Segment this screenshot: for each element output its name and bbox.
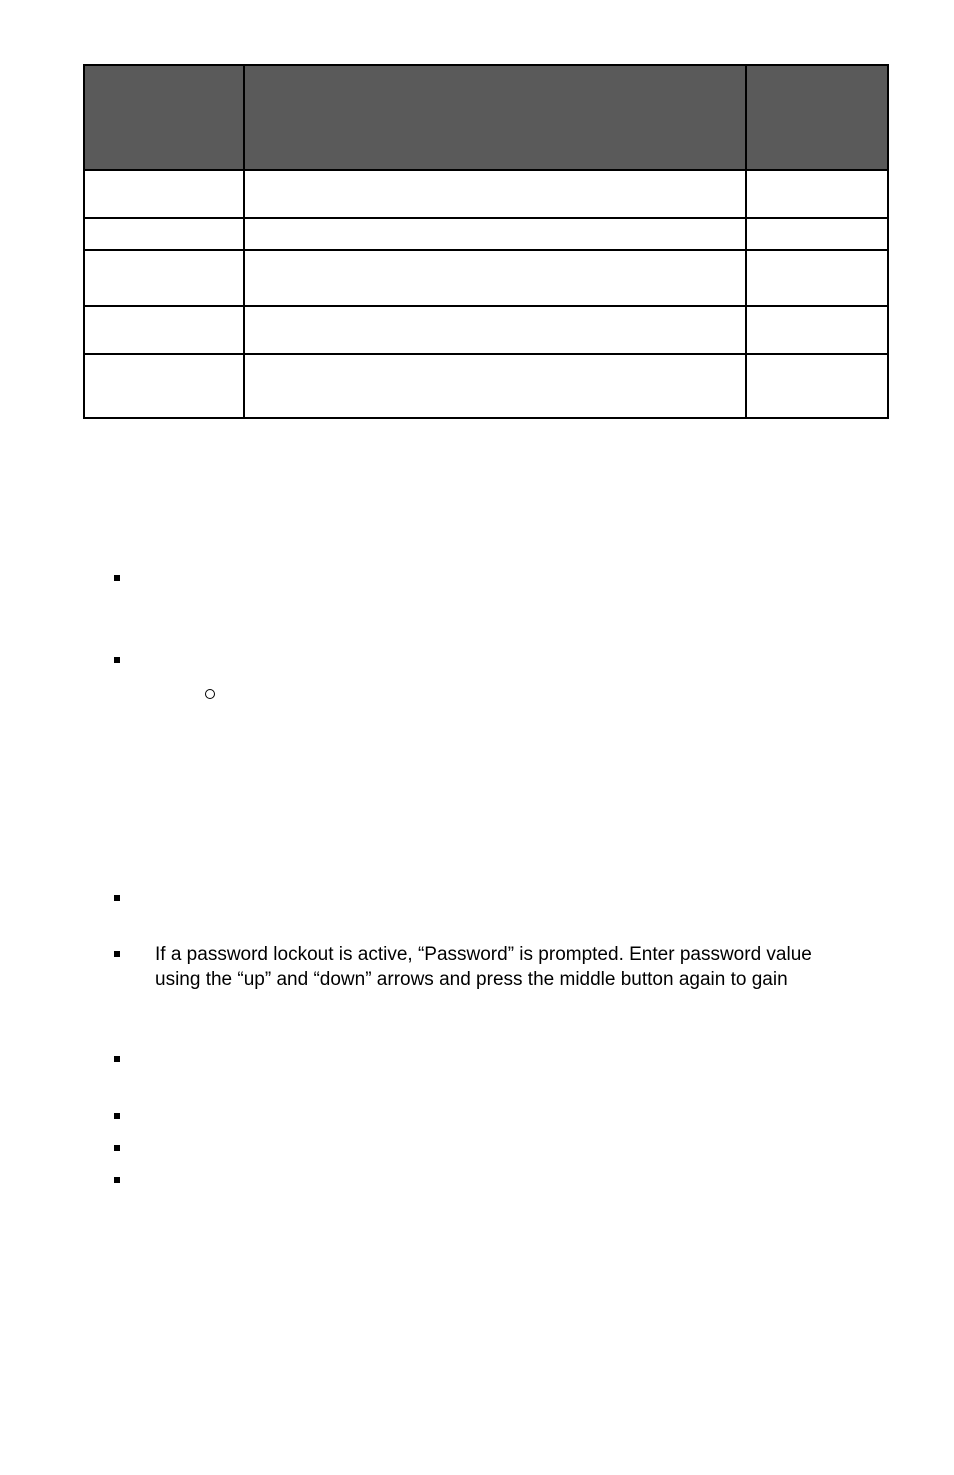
bullet-square-icon (114, 895, 120, 901)
table-cell (84, 218, 244, 250)
bullet-square-icon (114, 575, 120, 581)
table-row (84, 218, 888, 250)
table-cell (746, 170, 888, 218)
bullet-square-icon (114, 1113, 120, 1119)
table-cell (244, 306, 746, 354)
table-row (84, 170, 888, 218)
table-cell (244, 354, 746, 418)
password-lockout-paragraph (155, 942, 875, 992)
paragraph-line: If a password lockout is active, “Password” is prompted. Enter password value (155, 944, 812, 965)
spec-table (83, 64, 889, 419)
table-row (84, 250, 888, 306)
bullet-square-icon (114, 1177, 120, 1183)
table-header-row (84, 65, 888, 170)
table-row (84, 306, 888, 354)
table-header-cell (746, 65, 888, 170)
table-cell (84, 306, 244, 354)
table-cell (746, 218, 888, 250)
table-cell (244, 250, 746, 306)
bullet-circle-icon (205, 689, 215, 699)
table-cell (244, 170, 746, 218)
bullet-square-icon (114, 951, 120, 957)
table-cell (244, 218, 746, 250)
table-cell (746, 306, 888, 354)
table-cell (84, 250, 244, 306)
table-cell (84, 170, 244, 218)
bullet-square-icon (114, 1145, 120, 1151)
bullet-square-icon (114, 1056, 120, 1062)
table-header-cell (244, 65, 746, 170)
table-cell (746, 250, 888, 306)
table-row (84, 354, 888, 418)
table-cell (84, 354, 244, 418)
paragraph-line: using the “up” and “down” arrows and press the middle button again to gain (155, 969, 788, 990)
bullet-square-icon (114, 657, 120, 663)
table-cell (746, 354, 888, 418)
table-header-cell (84, 65, 244, 170)
